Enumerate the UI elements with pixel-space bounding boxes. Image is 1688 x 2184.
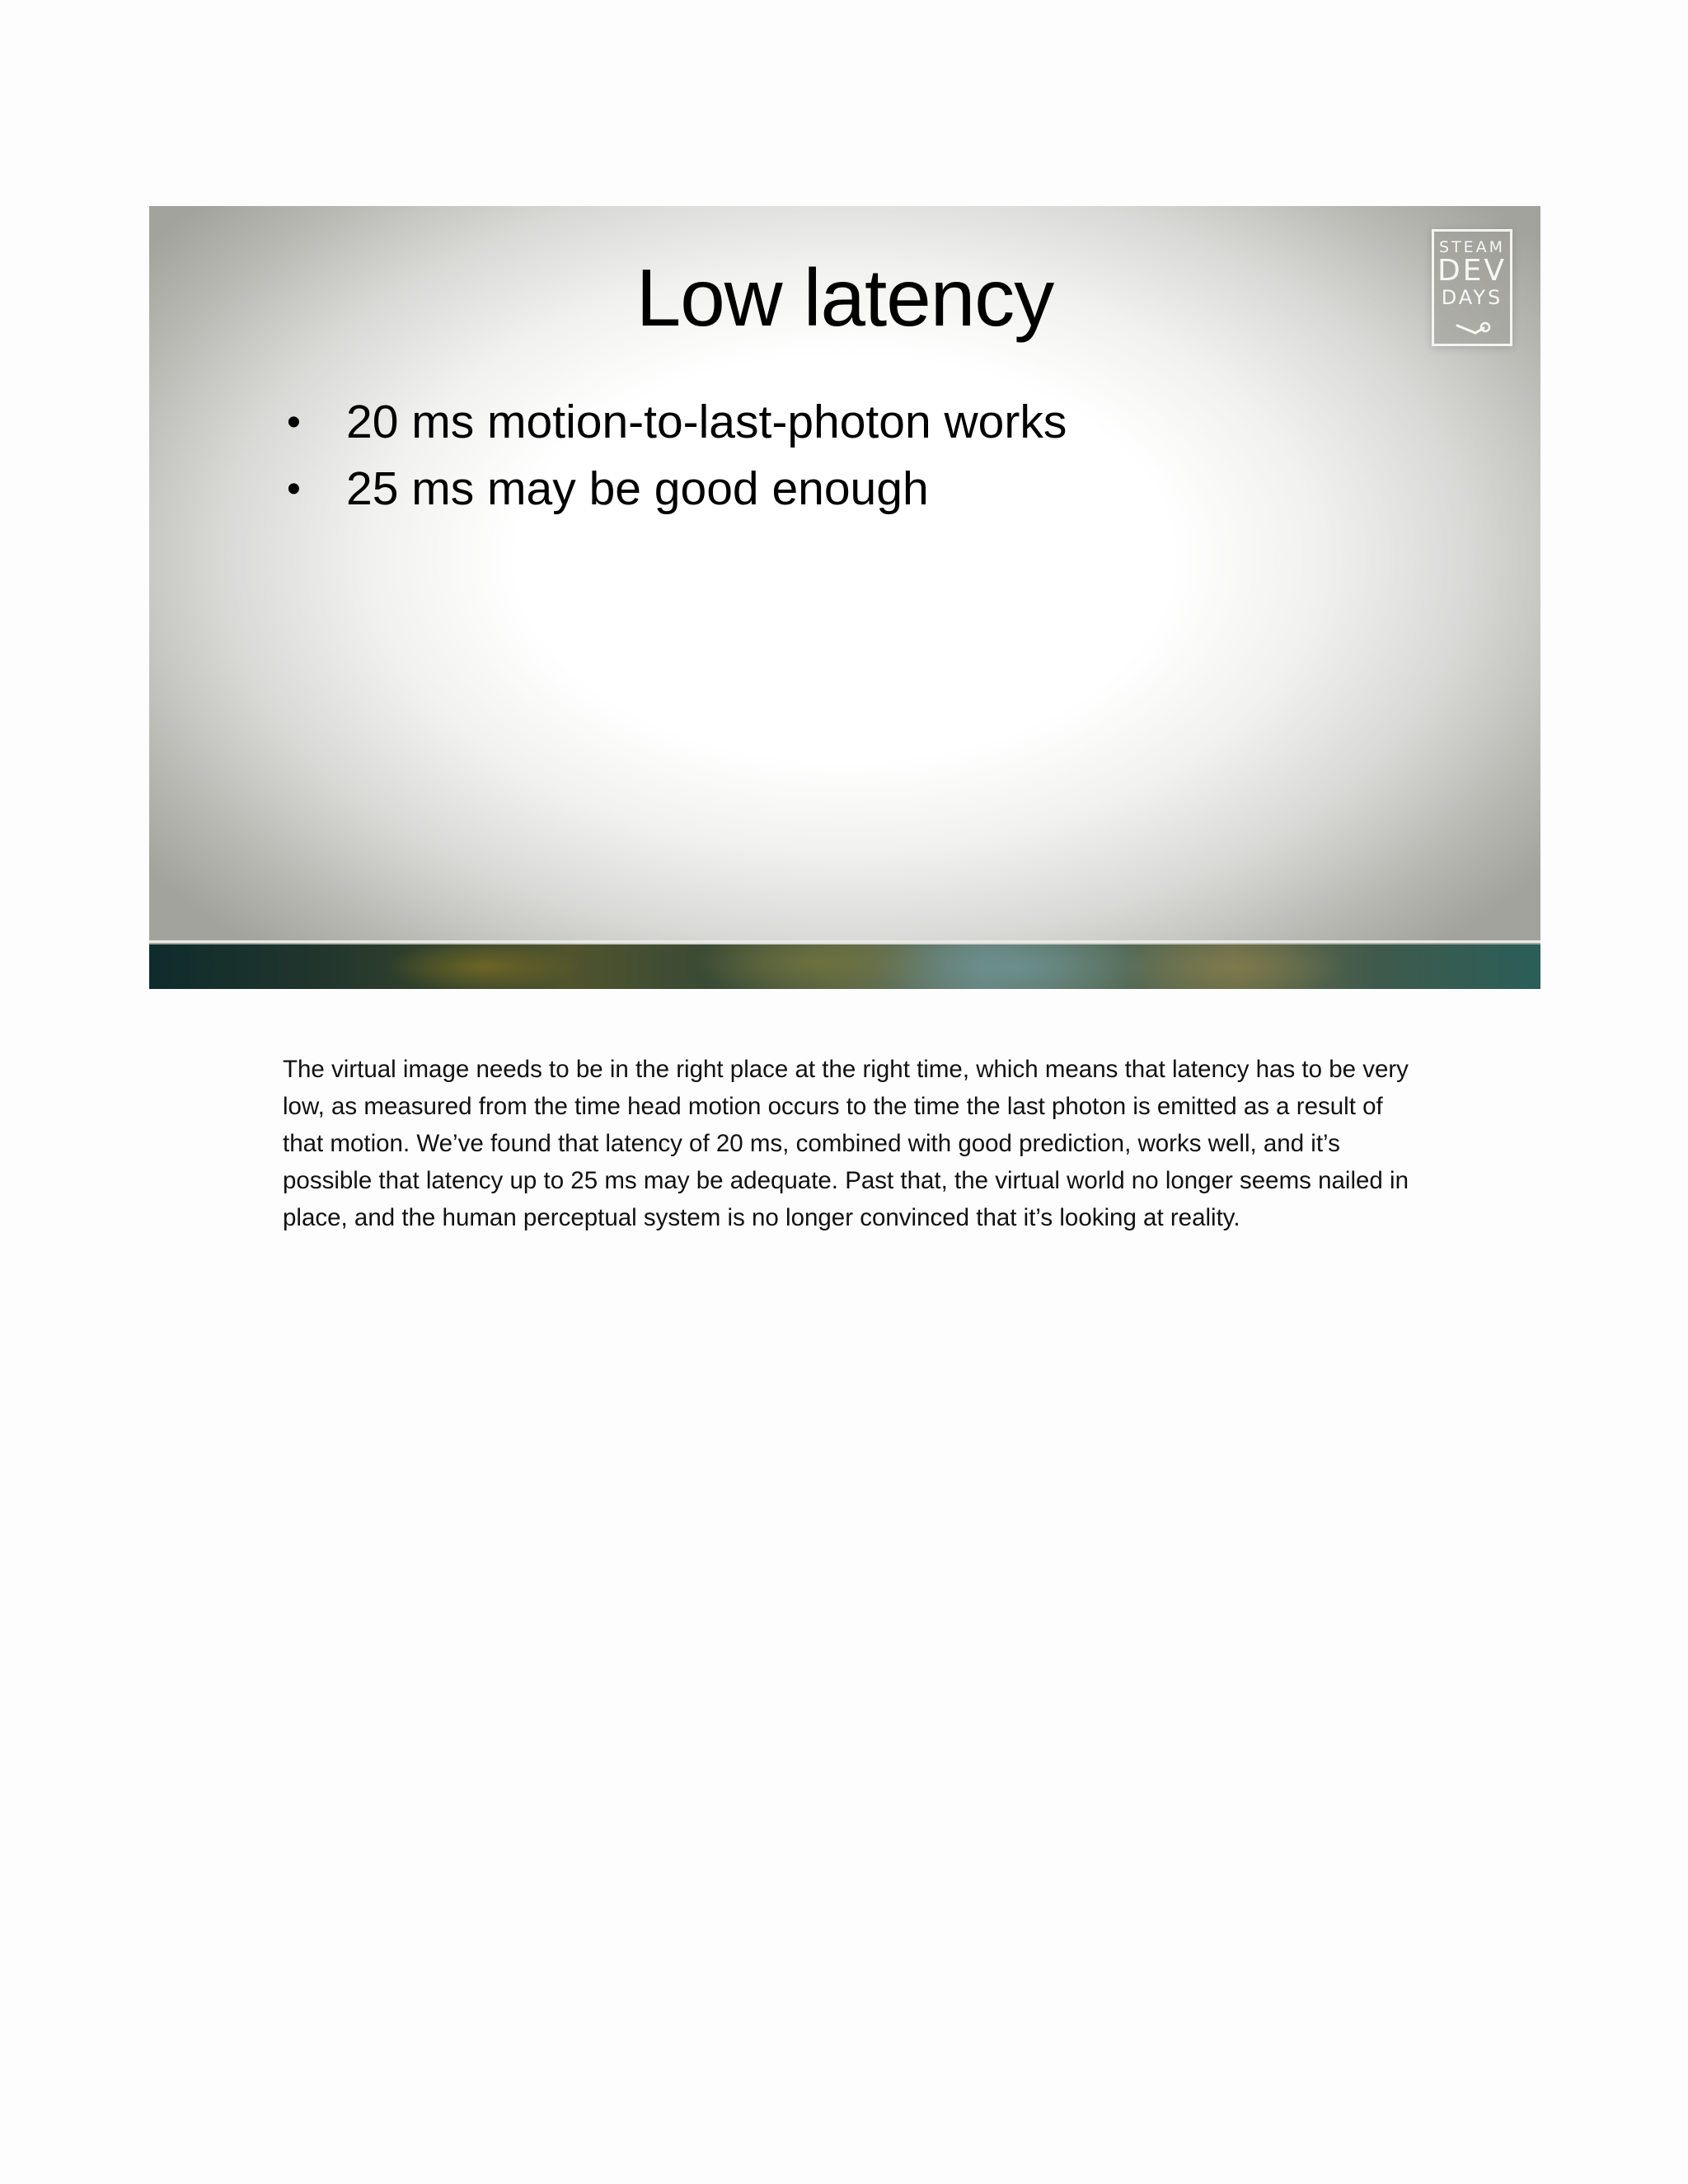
logo-text-dev: DEV xyxy=(1437,254,1507,288)
bullet-dot: • xyxy=(287,467,301,511)
logo-text-days: DAYS xyxy=(1441,286,1503,309)
footer-decorative-band xyxy=(149,944,1540,989)
bullet-text: 25 ms may be good enough xyxy=(346,462,929,515)
bullet-item xyxy=(287,456,1067,523)
bullet-dot: • xyxy=(287,401,301,444)
bullet-text: 20 ms motion-to-last-photon works xyxy=(346,396,1067,448)
steam-dev-days-logo xyxy=(1432,229,1512,346)
logo-text-steam: STEAM xyxy=(1438,238,1506,256)
slide-title: Low latency xyxy=(635,252,1054,343)
footer-divider xyxy=(149,940,1540,943)
slide-image xyxy=(149,206,1540,989)
steam-valve-icon xyxy=(1454,321,1493,337)
bullet-list xyxy=(287,389,1067,523)
caption-paragraph: The virtual image needs to be in the right place at the right time, which means that latency has to be very low, as measured from the time head motion occurs to the time the last photon is emitted as a result of that motion. We’ve found that latency of 20 ms, combined with good prediction, works well, and it’s possible that latency up to 25 ms may be adequate. Past that, the virtual world no longer seems nailed in place, and the human perceptual system is no longer convinced that it’s looking at reality. xyxy=(283,1056,1409,1231)
bullet-item xyxy=(287,389,1067,456)
